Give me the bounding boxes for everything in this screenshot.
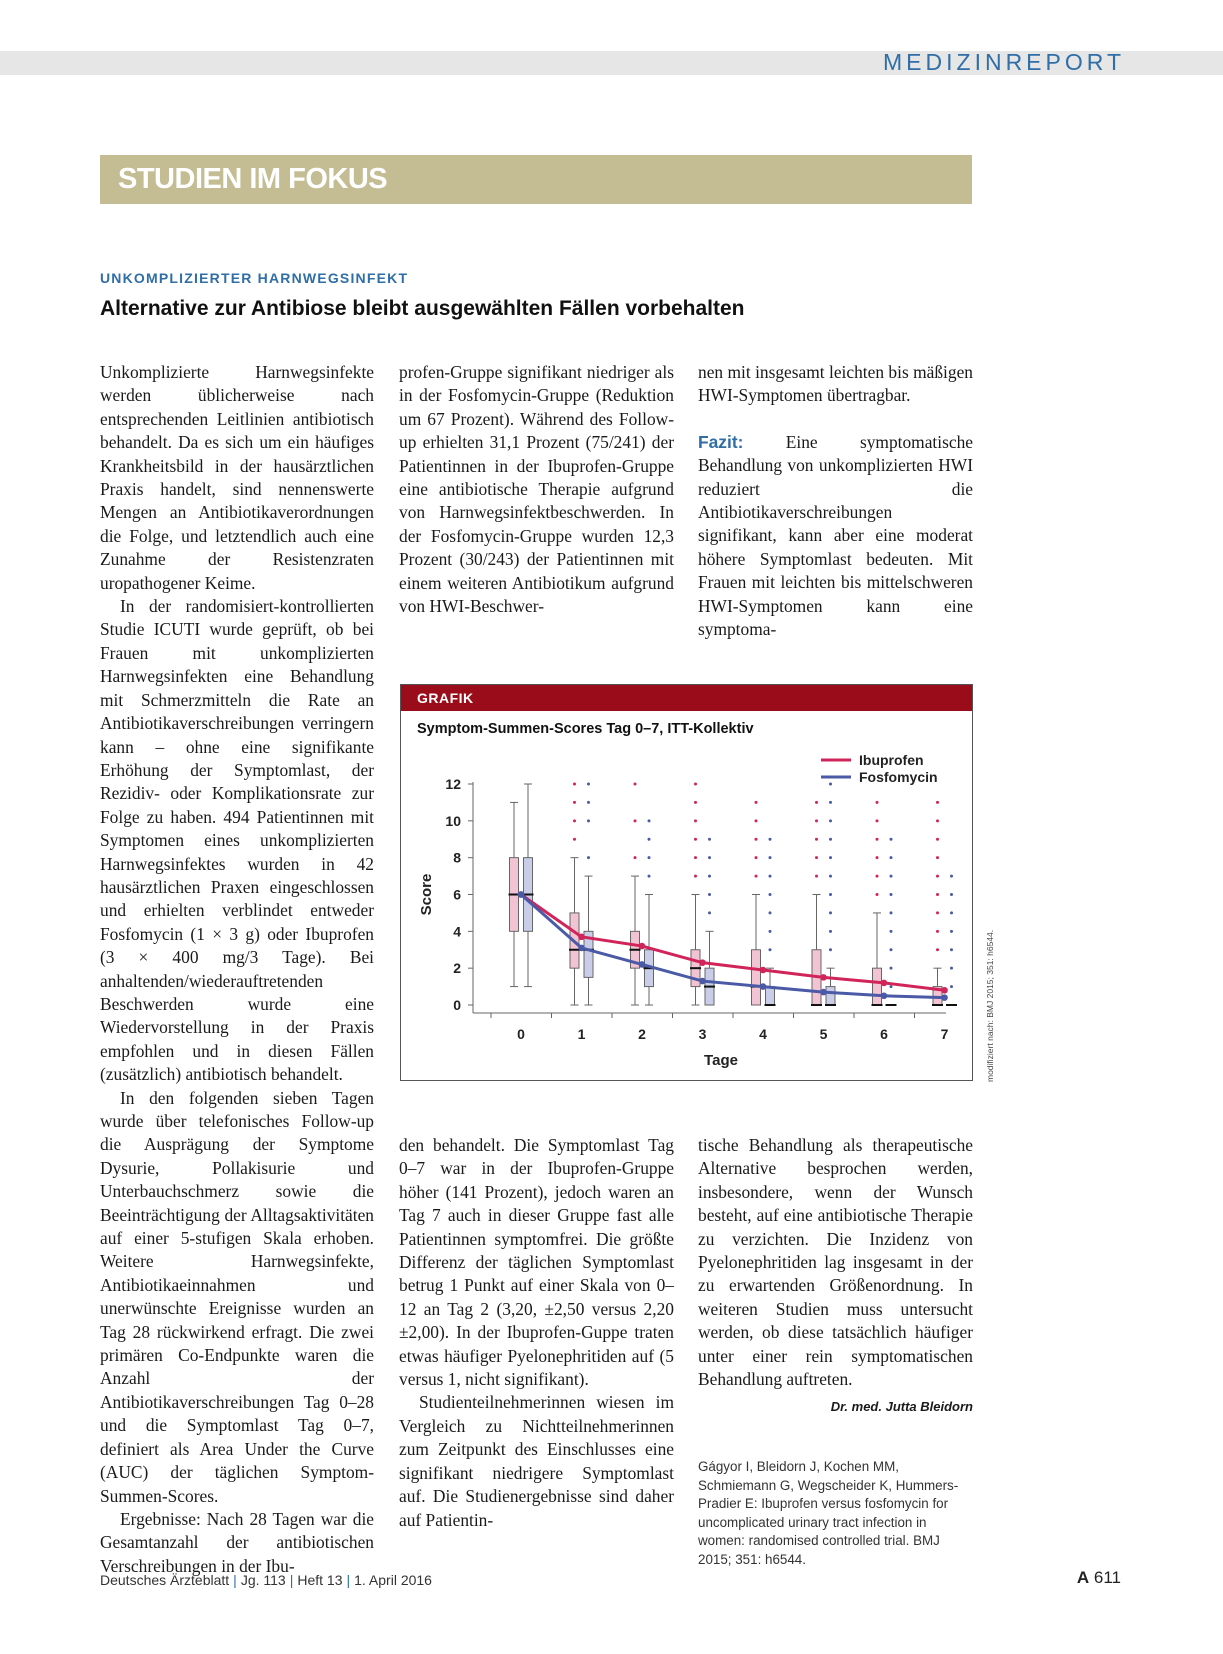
fosfomycin-mean-point <box>699 978 706 985</box>
ibuprofen-outlier <box>573 838 576 841</box>
paragraph: In der randomisiert-kontrollierten Studie ICUTI wurde geprüft, ob bei Frauen mit unkomplizierten Harnwegsinfekten eine Behandlung mit Schmerzmitteln die Rate an Antibiotikaverschreibungen verringern kann – ohne eine signifikante Erhöhung der Symptomlast, der Rezidiv- oder Komplikationsrate zur Folge zu haben. 494 Patientinnen mit Symptomen eines unkomplizierten Harnwegsinfektes wurden in 42 hausärztlichen Praxen eingeschlossen und erhielten verblindet entweder Fosfomycin (1 × 3 g) oder Ibuprofen (3 × 400 mg/3 Tage). Bei anhaltenden/wiederauftretenden Beschwerden wurde eine Wiedervorstellung in der Praxis empfohlen und in diesen Fällen (zusätzlich) antibiotisch behandelt. <box>100 596 374 1085</box>
fosfomycin-outlier <box>950 875 953 878</box>
article-kicker: UNKOMPLIZIERTER HARNWEGSINFEKT <box>100 270 409 286</box>
fosfomycin-outlier <box>829 875 832 878</box>
fosfomycin-outlier <box>950 948 953 951</box>
x-tick-label: 4 <box>759 1026 767 1042</box>
ibuprofen-outlier <box>936 819 939 822</box>
ibuprofen-mean-point <box>941 987 948 994</box>
paragraph: tische Behandlung als therapeutische Alternative besprochen werden, insbesondere, wenn der Wunsch besteht, auf eine antibiotische Therapie zu verzichten. Die Inzidenz von Pyelonephritiden lag insgesamt in der zu erwartenden Größenordnung. In weiteren Studien muss untersucht werden, ob diese tatsächlich häufiger unter einer rein symptomatischen Behandlung auftreten. <box>698 1135 973 1390</box>
fosfomycin-outlier <box>769 856 772 859</box>
fosfomycin-outlier <box>587 856 590 859</box>
ibuprofen-outlier <box>815 856 818 859</box>
page-number <box>1077 1568 1121 1588</box>
ibuprofen-outlier <box>936 893 939 896</box>
fosfomycin-outlier <box>950 893 953 896</box>
text-column-1 <box>100 361 374 1578</box>
ibuprofen-outlier <box>755 856 758 859</box>
fosfomycin-outlier <box>769 948 772 951</box>
ibuprofen-outlier <box>876 801 879 804</box>
legend-label-fosfomycin: Fosfomycin <box>859 769 938 785</box>
ibuprofen-box <box>873 968 882 1005</box>
ibuprofen-mean-point <box>881 980 888 987</box>
y-tick-label: 6 <box>453 886 461 903</box>
page-number-value: 611 <box>1093 1568 1121 1587</box>
fosfomycin-outlier <box>890 985 893 988</box>
y-tick-label: 0 <box>453 997 461 1013</box>
article-headline: Alternative zur Antibiose bleibt ausgewählten Fällen vorbehalten <box>100 297 745 320</box>
volume: Jg. 113 <box>240 1572 286 1588</box>
chart-title: Symptom-Summen-Scores Tag 0–7, ITT-Kollektiv <box>417 721 754 737</box>
ibuprofen-outlier <box>876 893 879 896</box>
paragraph: profen-Gruppe signifikant niedriger als in der Fosfomycin-Gruppe (Reduktion um 67 Prozent). Während des Follow-up erhielten 31,1 Prozent (75/241) der Patientinnen in der Ibuprofen-Gruppe eine antibiotische Therapie aufgrund von Harnwegsinfektbeschwerden. In der Fosfomycin-Gruppe wurden 12,3 Prozent (30/243) der Patientinnen mit einem weiteren Antibiotikum aufgrund von HWI-Beschwer- <box>399 362 674 617</box>
footer-separator: | <box>346 1572 351 1588</box>
ibuprofen-outlier <box>936 948 939 951</box>
x-tick-label: 2 <box>638 1026 646 1042</box>
banner-title: STUDIEN IM FOKUS <box>118 163 388 195</box>
footer-separator: | <box>233 1572 237 1588</box>
x-tick-label: 5 <box>819 1026 828 1042</box>
paragraph: Ergebnisse: Nach 28 Tagen war die Gesamtanzahl der antibiotischen Verschreibungen in der Ibu- <box>100 1508 374 1576</box>
y-tick-label: 12 <box>445 776 461 792</box>
x-axis-label: Tage <box>704 1052 738 1069</box>
ibuprofen-outlier <box>876 838 879 841</box>
fosfomycin-box <box>826 987 835 1005</box>
fosfomycin-outlier <box>708 856 711 859</box>
fosfomycin-outlier <box>890 893 893 896</box>
x-tick-label: 6 <box>880 1026 888 1042</box>
ibuprofen-outlier <box>936 801 939 804</box>
fazit-paragraph <box>698 431 973 642</box>
footer <box>100 1572 432 1588</box>
fosfomycin-outlier <box>648 819 651 822</box>
fosfomycin-mean-point <box>881 992 888 999</box>
paragraph: Studienteilnehmerinnen wiesen im Vergleich zu Nichtteilnehmerinnen zum Zeitpunkt des Einschlusses eine signifikant niedrigere Symptomlast auf. Die Studienergebnisse sind daher auf Patientin- <box>399 1392 674 1530</box>
ibuprofen-box <box>752 950 761 1005</box>
y-tick-label: 4 <box>453 923 461 940</box>
figure-box <box>400 684 973 1081</box>
fosfomycin-outlier <box>769 893 772 896</box>
ibuprofen-outlier <box>876 856 879 859</box>
paragraph: In den folgenden sieben Tagen wurde über telefonisches Follow-up die Ausprägung der Symptome Dysurie, Pollakisurie und Unterbauchschmerz sowie die Beeinträchtigung der Alltagsaktivitäten auf einer 5-stufigen Skala erhoben. Weitere Harnwegsinfekte, Antibiotikaeinnahmen und unerwünschte Ereignisse wurden an Tag 28 rückwirkend erfragt. Die zwei primären Co-Endpunkte waren die Anzahl der Antibiotikaverschreibungen Tag 0–28 und die Symptomlast Tag 0–7, definiert als Area Under the Curve (AUC) der täglichen Symptom-Summen-Scores. <box>100 1087 374 1506</box>
fosfomycin-outlier <box>708 838 711 841</box>
ibuprofen-outlier <box>755 801 758 804</box>
ibuprofen-mean-point <box>820 974 827 981</box>
ibuprofen-outlier <box>815 801 818 804</box>
ibuprofen-mean-point <box>639 943 646 950</box>
ibuprofen-outlier <box>815 875 818 878</box>
fosfomycin-outlier <box>890 948 893 951</box>
fosfomycin-mean-point <box>941 994 948 1001</box>
ibuprofen-outlier <box>634 783 637 786</box>
y-tick-label: 8 <box>453 849 461 866</box>
fosfomycin-mean-point <box>639 961 646 968</box>
text-column-3-top <box>698 361 973 641</box>
ibuprofen-outlier <box>694 856 697 859</box>
fosfomycin-outlier <box>648 838 651 841</box>
fosfomycin-outlier <box>950 930 953 933</box>
ibuprofen-outlier <box>876 819 879 822</box>
ibuprofen-mean-point <box>699 959 706 966</box>
fosfomycin-mean-point <box>518 891 525 898</box>
x-tick-label: 3 <box>698 1026 707 1042</box>
text-column-3-bottom <box>698 1134 973 1419</box>
section-label: MEDIZINREPORT <box>883 49 1125 75</box>
fosfomycin-outlier <box>829 893 832 896</box>
figure-credit: modifiziert nach: BMJ 2015; 351: h6544. <box>985 929 995 1082</box>
paragraph: nen mit insgesamt leichten bis mäßigen HWI-Symptomen übertragbar. <box>698 362 973 406</box>
fosfomycin-outlier <box>769 911 772 914</box>
ibuprofen-outlier <box>634 819 637 822</box>
ibuprofen-outlier <box>694 819 697 822</box>
fosfomycin-outlier <box>648 856 651 859</box>
section-banner <box>100 155 972 204</box>
ibuprofen-outlier <box>876 875 879 878</box>
reference: Gágyor I, Bleidorn J, Kochen MM, Schmiemann G, Wegscheider K, Hummers-Pradier E: Ibuprofen versus fosfomycin for uncomplicated urinary tract infection in women: randomised controlled trial. BMJ 2015; 351: h6544. <box>698 1459 959 1567</box>
ibuprofen-outlier <box>694 875 697 878</box>
legend-label-ibuprofen: Ibuprofen <box>859 752 924 768</box>
ibuprofen-outlier <box>815 838 818 841</box>
fosfomycin-box <box>766 987 775 1005</box>
fosfomycin-outlier <box>708 911 711 914</box>
ibuprofen-outlier <box>755 819 758 822</box>
ibuprofen-outlier <box>815 819 818 822</box>
ibuprofen-outlier <box>573 783 576 786</box>
fosfomycin-outlier <box>587 783 590 786</box>
ibuprofen-mean-point <box>578 934 585 941</box>
ibuprofen-outlier <box>936 911 939 914</box>
page-prefix: A <box>1076 1568 1090 1587</box>
fosfomycin-outlier <box>829 948 832 951</box>
ibuprofen-outlier <box>936 930 939 933</box>
paragraph: Unkomplizierte Harnwegsinfekte werden üblicherweise nach entsprechenden Leitlinien antibiotisch behandelt. Da es sich um ein häufiges Krankheitsbild in der hausärztlichen Praxis handelt, sind nennenswerte Mengen an Antibiotikaverordnungen die Folge, und letztendlich auch eine Zunahme der Resistenzraten uropathogener Keime. <box>100 362 374 593</box>
journal-name: Deutsches Ärzteblatt <box>100 1572 230 1588</box>
ibuprofen-outlier <box>694 838 697 841</box>
fosfomycin-outlier <box>890 856 893 859</box>
ibuprofen-outlier <box>694 801 697 804</box>
fosfomycin-outlier <box>648 875 651 878</box>
y-axis-label: Score <box>418 873 435 916</box>
x-tick-label: 7 <box>940 1026 949 1042</box>
ibuprofen-outlier <box>694 783 697 786</box>
author-name: Dr. med. Jutta Bleidorn <box>830 1399 973 1415</box>
fosfomycin-outlier <box>829 783 832 786</box>
fosfomycin-outlier <box>708 875 711 878</box>
fosfomycin-outlier <box>890 911 893 914</box>
ibuprofen-mean-point <box>760 967 767 974</box>
fosfomycin-outlier <box>829 911 832 914</box>
ibuprofen-outlier <box>936 875 939 878</box>
fosfomycin-outlier <box>587 819 590 822</box>
fosfomycin-outlier <box>950 911 953 914</box>
fosfomycin-outlier <box>890 930 893 933</box>
issue-date: 1. April 2016 <box>354 1572 432 1588</box>
fosfomycin-outlier <box>829 856 832 859</box>
fosfomycin-outlier <box>890 967 893 970</box>
fosfomycin-outlier <box>829 930 832 933</box>
fosfomycin-outlier <box>769 930 772 933</box>
boxplot-chart <box>401 685 972 1080</box>
fosfomycin-outlier <box>950 967 953 970</box>
fosfomycin-outlier <box>829 819 832 822</box>
ibuprofen-outlier <box>573 801 576 804</box>
ibuprofen-outlier <box>755 838 758 841</box>
fazit-text: Eine symptomatische Behandlung von unkomplizierten HWI reduziert die Antibiotikaverschreibungen signifikant, kann aber eine moderat höhere Symptomlast bedeuten. Mit Frauen mit leichten bis mittelschweren HWI-Symptomen kann eine symptoma- <box>698 431 973 640</box>
ibuprofen-outlier <box>755 875 758 878</box>
ibuprofen-outlier <box>634 856 637 859</box>
ibuprofen-outlier <box>936 856 939 859</box>
y-tick-label: 2 <box>453 960 461 977</box>
fosfomycin-outlier <box>587 801 590 804</box>
fosfomycin-outlier <box>890 838 893 841</box>
fosfomycin-outlier <box>890 875 893 878</box>
y-tick-label: 10 <box>445 812 461 829</box>
text-column-2-bottom <box>399 1134 674 1532</box>
fosfomycin-outlier <box>829 838 832 841</box>
x-tick-label: 0 <box>517 1026 525 1042</box>
fosfomycin-mean-point <box>820 989 827 996</box>
fosfomycin-outlier <box>708 893 711 896</box>
fosfomycin-mean-point <box>578 945 585 952</box>
fosfomycin-outlier <box>829 801 832 804</box>
fosfomycin-outlier <box>769 838 772 841</box>
issue: Heft 13 <box>297 1572 343 1588</box>
fosfomycin-outlier <box>950 985 953 988</box>
ibuprofen-outlier <box>936 838 939 841</box>
text-column-2-top <box>399 361 674 618</box>
x-tick-label: 1 <box>577 1026 586 1042</box>
fazit-label: Fazit: <box>698 431 744 452</box>
fosfomycin-outlier <box>769 875 772 878</box>
footer-separator: | <box>289 1572 294 1588</box>
figure-label: GRAFIK <box>417 690 474 706</box>
fosfomycin-mean-point <box>760 983 767 990</box>
paragraph: den behandelt. Die Symptomlast Tag 0–7 war in der Ibuprofen-Gruppe höher (141 Prozent), jedoch waren an Tag 7 auch in dieser Gruppe fast alle Patientinnen symptomfrei. Die größte Differenz der täglichen Symptomlast betrug 1 Punkt auf einer Skala von 0–12 an Tag 2 (3,20, ±2,50 versus 2,20 ±2,00). In der Ibuprofen-Guppe traten etwas häufiger Pyelonephritiden auf (5 versus 1, nicht signifikant). <box>399 1135 674 1390</box>
ibuprofen-outlier <box>573 819 576 822</box>
